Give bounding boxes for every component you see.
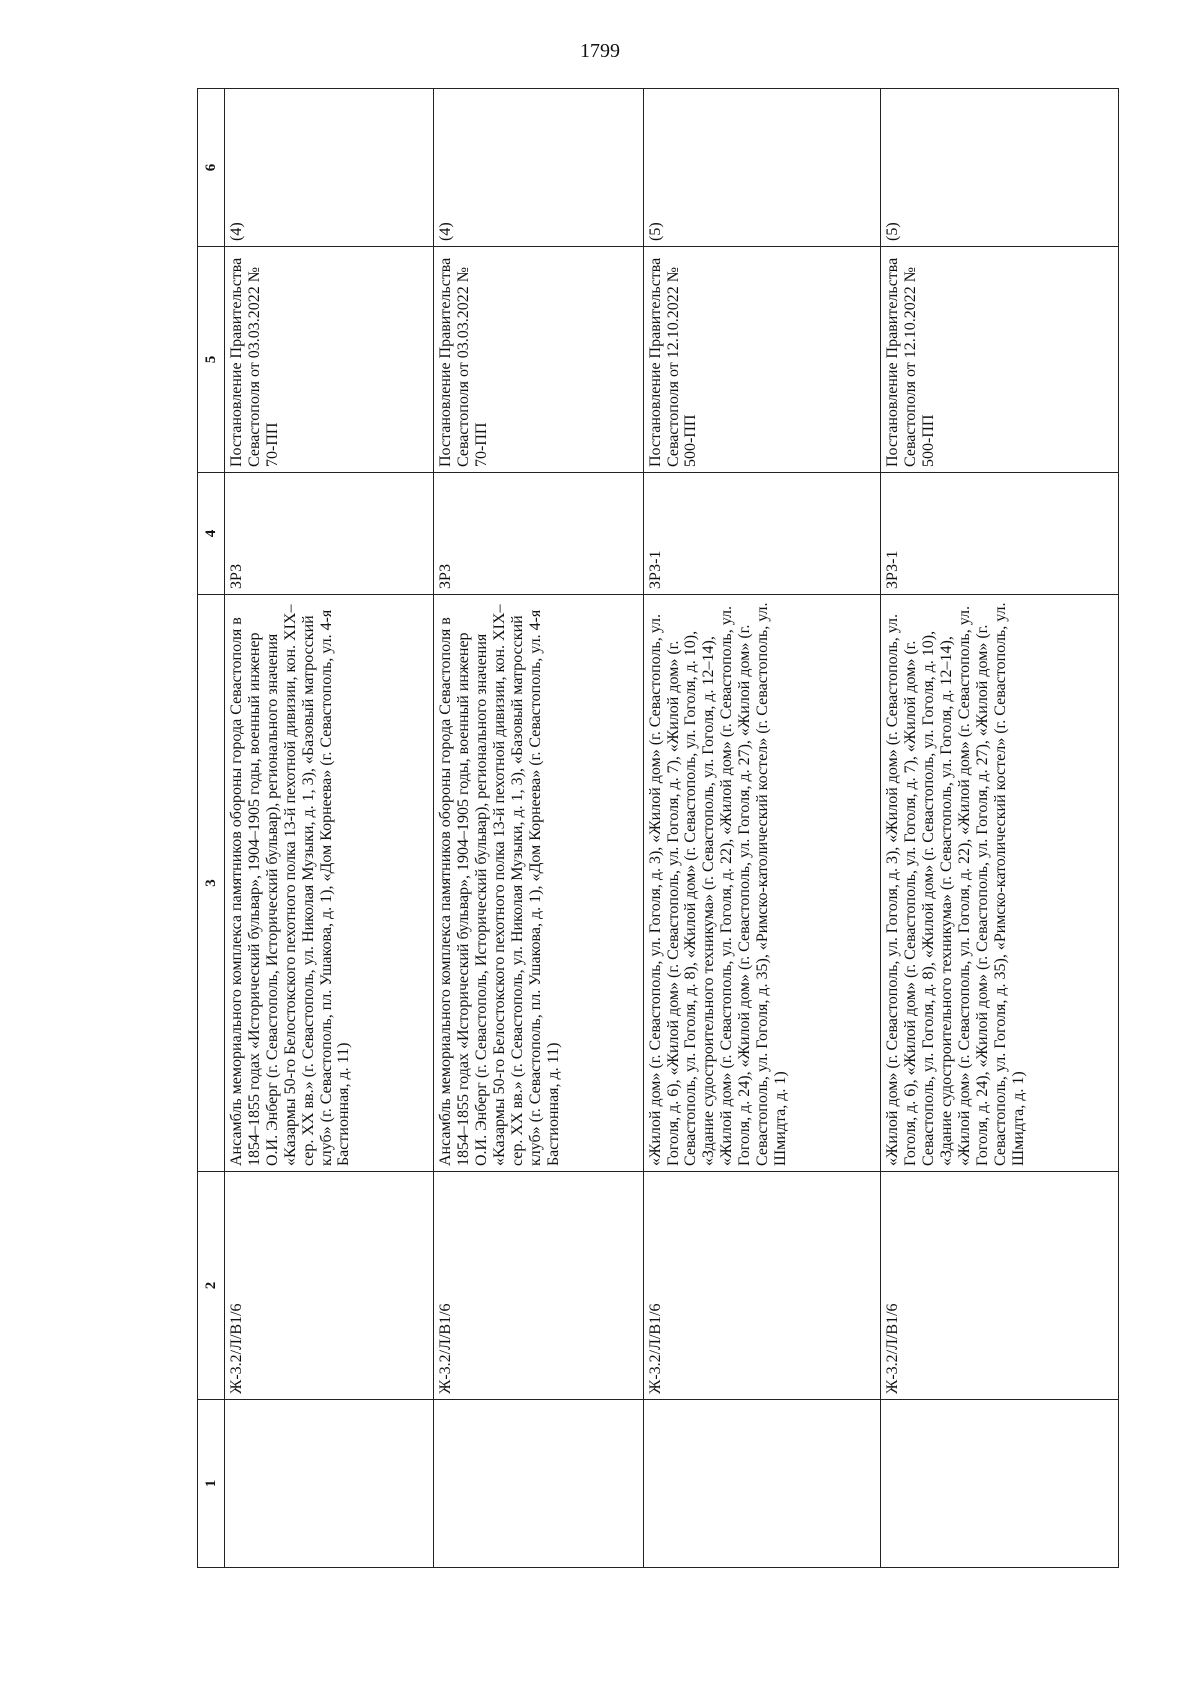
- page-number: 1799: [580, 40, 620, 62]
- cell-objects: «Жилой дом» (г. Севастополь, ул. Гоголя, д. 3), «Жилой дом» (г. Севастополь, ул. Гоголя, д. 6), «Жилой дом» (г. Севастополь, ул. Гоголя, д. 7), «Жилой дом» (г. Севастополь, ул. Гоголя, д. 8), «Жилой дом» (г. Севастополь, ул. Гоголя, д. 10), «Здание судостроительного техникума» (г. Севастополь, ул. Гоголя, д. 12–14), «Жилой дом» (г. Севастополь, ул. Гоголя, д. 22), «Жилой дом» (г. Севастополь, ул. Гоголя, д. 24), «Жилой дом» (г. Севастополь, ул. Гоголя, д. 27), «Жилой дом» (г. Севастополь, ул. Гоголя, д. 35), «Римско-католический костел» (г. Севастополь, ул. Шмидта, д. 1): [643, 595, 881, 1172]
- cell-zone-type: ЗРЗ: [434, 473, 643, 595]
- header-col-3: 3: [198, 595, 225, 1172]
- header-col-6: 6: [198, 89, 225, 247]
- cell-resolution: Постановление Правительства Севастополя от 03.03.2022 № 70-ПП: [434, 247, 643, 473]
- cell-zone-type: ЗРЗ-1: [881, 473, 1119, 595]
- cell-zone-type: ЗРЗ-1: [643, 473, 881, 595]
- cell-objects: «Жилой дом» (г. Севастополь, ул. Гоголя, д. 3), «Жилой дом» (г. Севастополь, ул. Гоголя, д. 6), «Жилой дом» (г. Севастополь, ул. Гоголя, д. 7), «Жилой дом» (г. Севастополь, ул. Гоголя, д. 8), «Жилой дом» (г. Севастополь, ул. Гоголя, д. 10), «Здание судостроительного техникума» (г. Севастополь, ул. Гоголя, д. 12–14), «Жилой дом» (г. Севастополь, ул. Гоголя, д. 22), «Жилой дом» (г. Севастополь, ул. Гоголя, д. 24), «Жилой дом» (г. Севастополь, ул. Гоголя, д. 27), «Жилой дом» (г. Севастополь, ул. Гоголя, д. 35), «Римско-католический костел» (г. Севастополь, ул. Шмидта, д. 1): [881, 595, 1119, 1172]
- cell-note: (5): [643, 89, 881, 247]
- rotated-table-frame: [197, 89, 1119, 1568]
- cell-col-1: [225, 1400, 434, 1568]
- table-header-row: [198, 89, 225, 1568]
- cell-note: (4): [434, 89, 643, 247]
- cell-note: (4): [225, 89, 434, 247]
- table-row: [225, 89, 434, 1568]
- header-col-2: 2: [198, 1172, 225, 1400]
- cell-zone-type: ЗРЗ: [225, 473, 434, 595]
- cell-zone-code: Ж-3.2/Л/В1/6: [643, 1172, 881, 1400]
- cell-col-1: [434, 1400, 643, 1568]
- table-row: [643, 89, 881, 1568]
- cell-resolution: Постановление Правительства Севастополя от 03.03.2022 № 70-ПП: [225, 247, 434, 473]
- table-row: [881, 89, 1119, 1568]
- table-row: [434, 89, 643, 1568]
- zones-table: [197, 88, 1119, 1568]
- cell-note: (5): [881, 89, 1119, 247]
- cell-zone-code: Ж-3.2/Л/В1/6: [881, 1172, 1119, 1400]
- cell-objects: Ансамбль мемориального комплекса памятников обороны города Севастополя в 1854–1855 годах «Исторический бульвар», 1904–1905 годы, военный инженер О.И. Энберг (г. Севастополь, Исторический бульвар), регионального значения «Казармы 50-го Белостокского пехотного полка 13-й пехотной дивизии, кон. XIX–сер. XX вв.» (г. Севастополь, ул. Николая Музыки, д. 1, 3), «Базовый матросский клуб» (г. Севастополь, пл. Ушакова, д. 1), «Дом Корнеева» (г. Севастополь, ул. 4-я Бастионная, д. 11): [434, 595, 643, 1172]
- cell-col-1: [881, 1400, 1119, 1568]
- cell-resolution: Постановление Правительства Севастополя от 12.10.2022 № 500-ПП: [643, 247, 881, 473]
- header-col-4: 4: [198, 473, 225, 595]
- cell-zone-code: Ж-3.2/Л/В1/6: [434, 1172, 643, 1400]
- cell-resolution: Постановление Правительства Севастополя от 12.10.2022 № 500-ПП: [881, 247, 1119, 473]
- header-col-1: 1: [198, 1400, 225, 1568]
- header-col-5: 5: [198, 247, 225, 473]
- cell-col-1: [643, 1400, 881, 1568]
- cell-objects: Ансамбль мемориального комплекса памятников обороны города Севастополя в 1854–1855 годах «Исторический бульвар», 1904–1905 годы, военный инженер О.И. Энберг (г. Севастополь, Исторический бульвар), регионального значения «Казармы 50-го Белостокского пехотного полка 13-й пехотной дивизии, кон. XIX–сер. XX вв.» (г. Севастополь, ул. Николая Музыки, д. 1, 3), «Базовый матросский клуб» (г. Севастополь, пл. Ушакова, д. 1), «Дом Корнеева» (г. Севастополь, ул. 4-я Бастионная, д. 11): [225, 595, 434, 1172]
- cell-zone-code: Ж-3.2/Л/В1/6: [225, 1172, 434, 1400]
- rotated-table-container: [197, 89, 1119, 1568]
